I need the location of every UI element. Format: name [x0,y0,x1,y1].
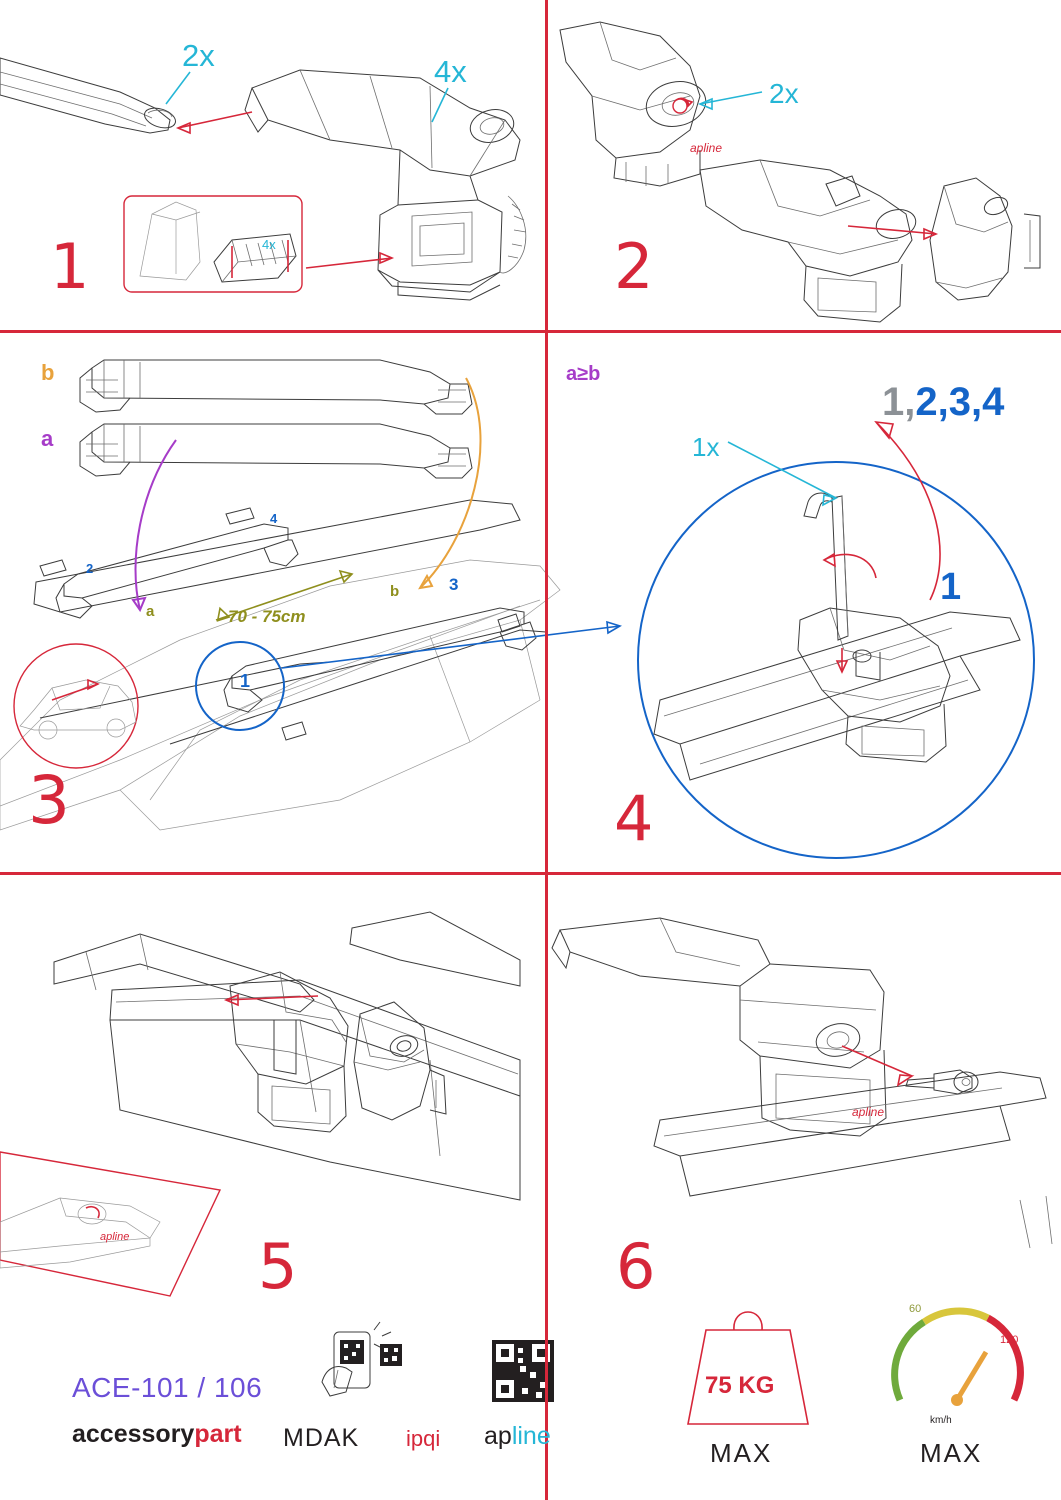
vertical-divider-3 [545,875,548,1500]
partner-mdak: MDAK [283,1424,360,1452]
position-label-1: 1 [240,671,251,691]
step6-illustration [552,918,1052,1248]
max-weight-caption: MAX [710,1438,773,1468]
step-number-4: 4 [614,782,654,855]
quantity-label-4x-foot: 4x [434,54,467,89]
max-speed-caption: MAX [920,1438,983,1468]
torque-step-label: 1 [940,566,962,608]
quantity-label-2x-lock: 2x [769,78,799,109]
quantity-label-1x-key: 1x [692,432,720,462]
step4-illustration [638,422,1034,858]
bar-label-a: a [41,426,54,451]
vertical-divider-2 [545,333,548,872]
rule-label-a-ge-b: a≥b [566,363,601,385]
distance-label: 70 - 75cm [228,607,306,626]
step-number-2: 2 [614,230,654,303]
step-number-6: 6 [616,1230,656,1303]
partner-apline [484,1422,551,1451]
svg-text:apline: apline [852,1105,885,1119]
partner-ipqi: ipqi [406,1426,441,1451]
max-weight-value: 75 KG [705,1372,775,1399]
step-number-3: 3 [28,762,70,839]
step-number-5: 5 [258,1230,298,1303]
weight-icon [688,1312,808,1424]
dimension-label-a: a [146,603,155,620]
apline-part2: line [511,1422,551,1450]
step3-illustration [0,360,620,830]
speed-unit-label: km/h [930,1415,952,1426]
svg-text:apline: apline [690,141,723,155]
brand-name [72,1420,242,1449]
quantity-label-4x-pad: 4x [262,237,276,252]
dimension-label-b: b [390,583,400,600]
speed-max-label: 120 [1000,1334,1019,1346]
footer-icons [322,1311,1020,1424]
apline-part1: ap [484,1422,512,1450]
sequence-part-grey: 1, [882,380,916,424]
position-label-4: 4 [270,511,278,526]
product-code: ACE-101 / 106 [72,1372,263,1403]
bar-label-b: b [41,360,55,385]
section-divider-1 [0,330,1061,333]
phone-qr-icon [322,1322,402,1396]
section-divider-2 [0,872,1061,875]
position-label-2: 2 [86,561,94,576]
sequence-part-blue: 2,3,4 [915,380,1005,424]
brand-name-part2: part [194,1420,242,1448]
sequence-label [882,382,1004,422]
svg-text:apline: apline [100,1231,130,1243]
quantity-label-2x-bar: 2x [182,38,215,73]
step-number-1: 1 [50,230,90,303]
speed-min-label: 60 [909,1303,922,1315]
vertical-divider-1 [545,0,548,330]
brand-name-part1: accessory [72,1420,195,1448]
speedometer-icon [895,1311,1021,1406]
position-label-3: 3 [449,575,459,594]
